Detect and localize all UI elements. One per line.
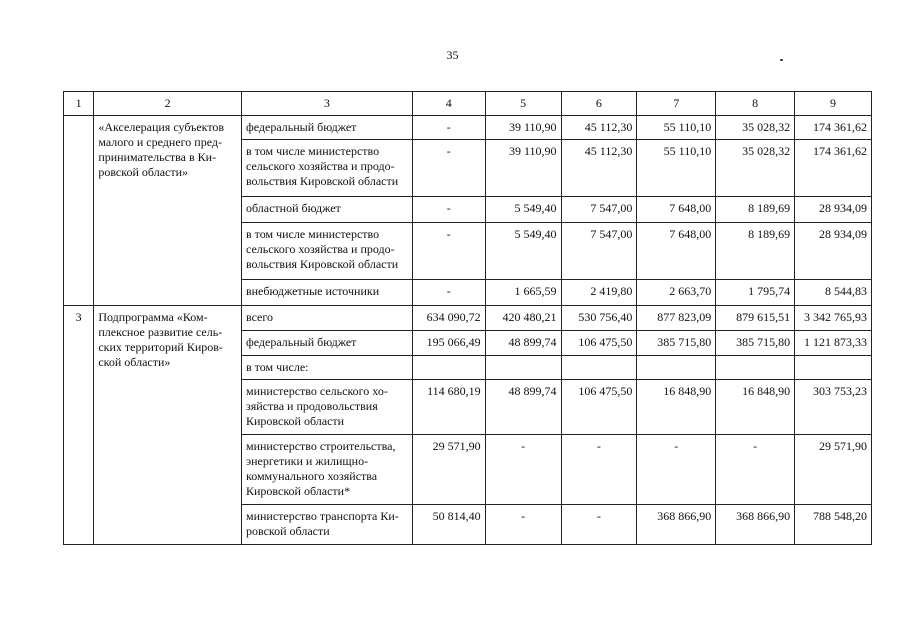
value-cell: - [561,435,637,505]
header-col-7: 7 [637,92,716,116]
funding-source: всего [241,306,412,331]
value-cell: 16 848,90 [716,380,795,435]
value-cell: 29 571,90 [795,435,872,505]
value-cell: 368 866,90 [637,505,716,545]
value-cell: 106 475,50 [561,331,637,356]
header-col-6: 6 [561,92,637,116]
funding-source: в том числе министерство сельского хозяйства и продо-вольствия Кировской области [241,140,412,197]
value-cell: 1 665,59 [485,280,561,306]
funding-source: министерство сельского хо-зяйства и продовольствия Кировской области [241,380,412,435]
row-number-cell [64,116,94,306]
header-col-3: 3 [241,92,412,116]
funding-source: внебюджетные источники [241,280,412,306]
funding-source: областной бюджет [241,197,412,223]
value-cell: - [412,116,485,140]
table-row [64,116,872,140]
value-cell: 39 110,90 [485,140,561,197]
value-cell: 45 112,30 [561,116,637,140]
value-cell: 8 189,69 [716,223,795,280]
page-number: 35 [446,48,459,62]
value-cell: 2 419,80 [561,280,637,306]
value-cell: 48 899,74 [485,331,561,356]
value-cell: 788 548,20 [795,505,872,545]
value-cell: 174 361,62 [795,140,872,197]
value-cell: 385 715,80 [637,331,716,356]
value-cell: 879 615,51 [716,306,795,331]
value-cell: 420 480,21 [485,306,561,331]
value-cell: 55 110,10 [637,116,716,140]
value-cell [561,356,637,380]
value-cell [412,356,485,380]
value-cell: 7 648,00 [637,223,716,280]
value-cell: - [716,435,795,505]
value-cell: 1 121 873,33 [795,331,872,356]
value-cell: 385 715,80 [716,331,795,356]
value-cell: - [561,505,637,545]
value-cell: 35 028,32 [716,140,795,197]
funding-source: министерство транспорта Ки-ровской области [241,505,412,545]
value-cell: 7 547,00 [561,223,637,280]
value-cell: 39 110,90 [485,116,561,140]
value-cell: - [485,435,561,505]
header-col-1: 1 [64,92,94,116]
header-col-5: 5 [485,92,561,116]
value-cell: 174 361,62 [795,116,872,140]
program-name: Подпрограмма «Ком-плексное развитие сель-ских территорий Киров-ской области» [94,306,242,545]
scan-speck [780,59,783,61]
value-cell: 8 189,69 [716,197,795,223]
value-cell: - [637,435,716,505]
value-cell: - [485,505,561,545]
value-cell: 368 866,90 [716,505,795,545]
header-col-9: 9 [795,92,872,116]
funding-source: федеральный бюджет [241,116,412,140]
value-cell: 303 753,23 [795,380,872,435]
header-col-4: 4 [412,92,485,116]
value-cell: 7 648,00 [637,197,716,223]
value-cell: - [412,223,485,280]
value-cell: 5 549,40 [485,197,561,223]
header-col-8: 8 [716,92,795,116]
value-cell: 48 899,74 [485,380,561,435]
value-cell [637,356,716,380]
funding-source: в том числе министерство сельского хозяйства и продо-вольствия Кировской области [241,223,412,280]
value-cell: 2 663,70 [637,280,716,306]
value-cell: 530 756,40 [561,306,637,331]
value-cell: 29 571,90 [412,435,485,505]
program-name: «Акселерация субъектов малого и среднего пред-принимательства в Ки-ровской области» [94,116,242,306]
value-cell [716,356,795,380]
table-row [64,306,872,331]
funding-source: в том числе: [241,356,412,380]
header-row [64,92,872,116]
row-number-cell: 3 [64,306,94,545]
funding-source: министерство строительства, энергетики и жилищно-коммунального хозяйства Кировской области* [241,435,412,505]
value-cell: 114 680,19 [412,380,485,435]
value-cell: - [412,140,485,197]
value-cell: 877 823,09 [637,306,716,331]
value-cell: 16 848,90 [637,380,716,435]
value-cell: 1 795,74 [716,280,795,306]
value-cell: 5 549,40 [485,223,561,280]
value-cell: 35 028,32 [716,116,795,140]
value-cell: 106 475,50 [561,380,637,435]
value-cell: 28 934,09 [795,223,872,280]
value-cell [795,356,872,380]
budget-table [63,91,872,545]
value-cell: - [412,280,485,306]
value-cell: 634 090,72 [412,306,485,331]
value-cell: 7 547,00 [561,197,637,223]
value-cell: 50 814,40 [412,505,485,545]
header-col-2: 2 [94,92,242,116]
value-cell: 28 934,09 [795,197,872,223]
value-cell: 55 110,10 [637,140,716,197]
value-cell: 45 112,30 [561,140,637,197]
value-cell: 3 342 765,93 [795,306,872,331]
value-cell: - [412,197,485,223]
value-cell [485,356,561,380]
value-cell: 195 066,49 [412,331,485,356]
value-cell: 8 544,83 [795,280,872,306]
funding-source: федеральный бюджет [241,331,412,356]
